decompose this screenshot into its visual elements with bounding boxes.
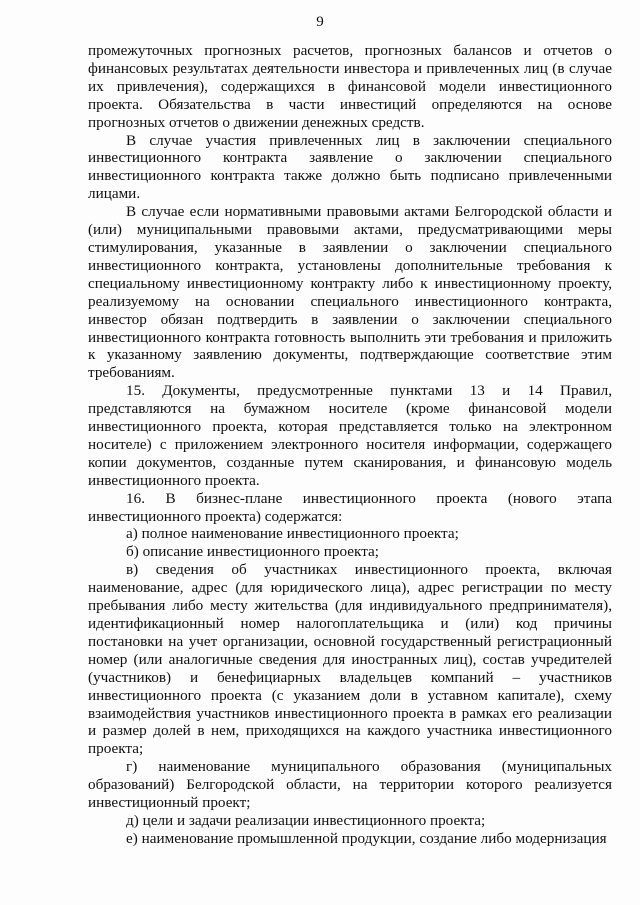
document-body — [88, 42, 612, 848]
list-item-v: в) сведения об участниках инвестиционного проекта, включая наименование, адрес (для юридического лица), адрес регистрации по месту пребывания либо месту жительства (для индивидуального предпринимателя), идентификационный номер налогоплательщика и (или) код причины постановки на учет организации, основной государственный регистрационный номер (или аналогичные сведения для иностранных лиц), состав учредителей (участников) и бенефициарных владельцев компаний – участников инвестиционного проекта (с указанием доли в уставном капитале), схему взаимодействия участников инвестиционного проекта в рамках его реализации и размер долей в нем, приходящихся на каждого участника инвестиционного проекта; — [88, 561, 612, 758]
paragraph-continuation: промежуточных прогнозных расчетов, прогнозных балансов и отчетов о финансовых результатах деятельности инвестора и привлеченных лиц (в случае их привлечения), содержащихся в финансовой модели инвестиционного проекта. Обязательства в части инвестиций определяются на основе прогнозных отчетов о движении денежных средств. — [88, 42, 612, 131]
list-item-b: б) описание инвестиционного проекта; — [126, 543, 379, 561]
paragraph-attracted-persons: В случае участия привлеченных лиц в заключении специального инвестиционного контракта заявление о заключении специального инвестиционного контракта также должно быть подписано привлеченными лицами. — [88, 131, 612, 203]
list-item-g: г) наименование муниципального образования (муниципальных образований) Белгородской области, на территории которого реализуется инвестиционный проект; — [88, 758, 612, 812]
paragraph-item-16: 16. В бизнес-плане инвестиционного проекта (нового этапа инвестиционного проекта) содержатся: — [88, 489, 612, 525]
list-item-a: а) полное наименование инвестиционного проекта; — [126, 525, 459, 543]
page-number: 9 — [316, 14, 324, 30]
paragraph-additional-requirements: В случае если нормативными правовыми актами Белгородской области и (или) муниципальными правовыми актами, предусматривающими меры стимулирования, указанные в заявлении о заключении специального инвестиционного контракта, установлены дополнительные требования к специальному инвестиционному контракту либо к инвестиционному проекту, реализуемому на основании специального инвестиционного контракта, инвестор обязан подтвердить в заявлении о заключении специального инвестиционного контракта готовность выполнить эти требования и приложить к указанному заявлению документы, подтверждающие соответствие этим требованиям. — [88, 203, 612, 382]
list-item-d: д) цели и задачи реализации инвестиционного проекта; — [126, 811, 486, 829]
paragraph-item-15: 15. Документы, предусмотренные пунктами 13 и 14 Правил, представляются на бумажном носителе (кроме финансовой модели инвестиционного проекта, которая представляется только на электронном носителе) с приложением электронного носителя информации, содержащего копии документов, созданные путем сканирования, и финансовую модель инвестиционного проекта. — [88, 382, 612, 489]
list-item-e: е) наименование промышленной продукции, создание либо модернизация — [126, 829, 607, 847]
